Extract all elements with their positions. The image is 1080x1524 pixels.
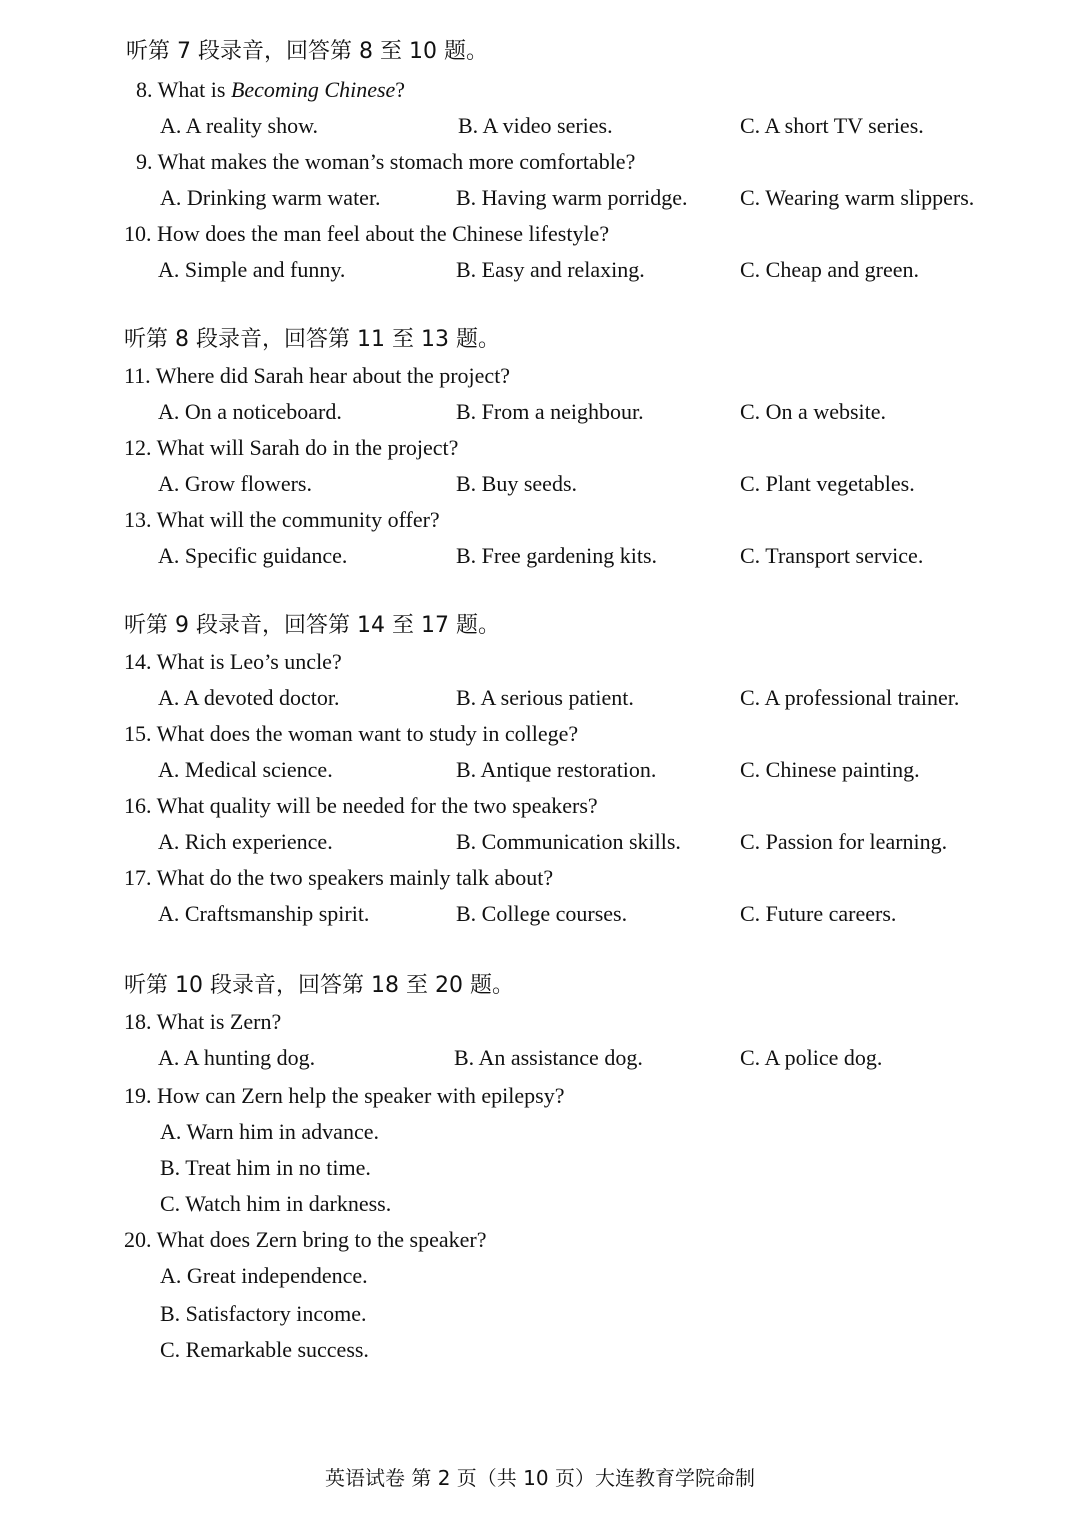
option-c: C. Wearing warm slippers. bbox=[740, 185, 975, 210]
page-footer: 英语试卷 第 2 页（共 10 页）大连教育学院命制 bbox=[325, 1466, 755, 1490]
question-10 bbox=[124, 220, 609, 248]
question-8 bbox=[136, 76, 405, 104]
option-a: A. Simple and funny. bbox=[158, 257, 346, 282]
option-b: B. College courses. bbox=[456, 901, 628, 926]
question-number: 12. bbox=[124, 435, 152, 460]
question-number: 19. bbox=[124, 1083, 152, 1108]
option-b: B. From a neighbour. bbox=[456, 399, 644, 424]
question-number: 14. bbox=[124, 649, 152, 674]
question-number: 17. bbox=[124, 865, 152, 890]
option-a: A. A devoted doctor. bbox=[158, 685, 340, 710]
question-number: 18. bbox=[124, 1009, 152, 1034]
option-b: B. Antique restoration. bbox=[456, 757, 657, 782]
option-c: C. Chinese painting. bbox=[740, 757, 920, 782]
section-header: 听第 10 段录音，回答第 18 至 20 题。 bbox=[124, 973, 514, 998]
option-a: A. Drinking warm water. bbox=[160, 185, 381, 210]
option-b: B. An assistance dog. bbox=[454, 1045, 643, 1070]
option-a: A. A hunting dog. bbox=[158, 1045, 316, 1070]
option-b: B. Easy and relaxing. bbox=[456, 257, 645, 282]
question-text: What do the two speakers mainly talk about? bbox=[156, 865, 554, 890]
option-a: A. Medical science. bbox=[158, 757, 333, 782]
question-text: What does Zern bring to the speaker? bbox=[156, 1227, 487, 1252]
question-9 bbox=[136, 148, 635, 176]
question-text: What will the community offer? bbox=[156, 507, 440, 532]
section-header: 听第 7 段录音，回答第 8 至 10 题。 bbox=[126, 39, 488, 64]
question-number: 9. bbox=[136, 149, 153, 174]
option-a: A. A reality show. bbox=[160, 113, 319, 138]
question-19 bbox=[124, 1082, 564, 1110]
question-text: What will Sarah do in the project? bbox=[156, 435, 459, 460]
option-b: B. Free gardening kits. bbox=[456, 543, 658, 568]
option-b: B. Communication skills. bbox=[456, 829, 681, 854]
option-c: C. Remarkable success. bbox=[160, 1337, 369, 1362]
option-b: B. Treat him in no time. bbox=[160, 1155, 371, 1180]
option-a: A. Rich experience. bbox=[158, 829, 333, 854]
option-a: A. Grow flowers. bbox=[158, 471, 312, 496]
question-number: 16. bbox=[124, 793, 152, 818]
question-15 bbox=[124, 720, 578, 748]
option-c: C. Future careers. bbox=[740, 901, 897, 926]
question-text-end: ? bbox=[395, 77, 406, 102]
question-text: What is bbox=[157, 77, 231, 102]
option-c: C. Plant vegetables. bbox=[740, 471, 915, 496]
question-14 bbox=[124, 648, 342, 676]
question-text: What makes the woman’s stomach more comfortable? bbox=[157, 149, 636, 174]
question-text: What quality will be needed for the two speakers? bbox=[156, 793, 598, 818]
question-number: 8. bbox=[136, 77, 153, 102]
option-a: A. On a noticeboard. bbox=[158, 399, 342, 424]
option-a: A. Great independence. bbox=[160, 1263, 368, 1288]
option-b: B. Satisfactory income. bbox=[160, 1301, 367, 1326]
question-17 bbox=[124, 864, 553, 892]
question-text: How can Zern help the speaker with epilepsy? bbox=[157, 1083, 565, 1108]
section-header: 听第 8 段录音，回答第 11 至 13 题。 bbox=[124, 327, 500, 352]
question-11 bbox=[124, 362, 510, 390]
option-c: C. On a website. bbox=[740, 399, 887, 424]
option-c: C. A police dog. bbox=[740, 1045, 883, 1070]
option-c: C. Watch him in darkness. bbox=[160, 1191, 392, 1216]
question-number: 13. bbox=[124, 507, 152, 532]
option-b: B. A serious patient. bbox=[456, 685, 634, 710]
question-13 bbox=[124, 506, 440, 534]
question-number: 20. bbox=[124, 1227, 152, 1252]
option-c: C. A short TV series. bbox=[740, 113, 924, 138]
question-text: Where did Sarah hear about the project? bbox=[155, 363, 511, 388]
option-a: A. Warn him in advance. bbox=[160, 1119, 379, 1144]
question-20 bbox=[124, 1226, 486, 1254]
option-c: C. A professional trainer. bbox=[740, 685, 960, 710]
option-c: C. Cheap and green. bbox=[740, 257, 919, 282]
question-12 bbox=[124, 434, 458, 462]
option-a: A. Specific guidance. bbox=[158, 543, 348, 568]
question-number: 11. bbox=[124, 363, 151, 388]
question-text: What is Leo’s uncle? bbox=[156, 649, 342, 674]
option-b: B. Buy seeds. bbox=[456, 471, 577, 496]
option-a: A. Craftsmanship spirit. bbox=[158, 901, 370, 926]
question-text-italic: Becoming Chinese bbox=[230, 77, 396, 102]
question-16 bbox=[124, 792, 598, 820]
section-header: 听第 9 段录音，回答第 14 至 17 题。 bbox=[124, 613, 500, 638]
question-18 bbox=[124, 1008, 281, 1036]
option-b: B. A video series. bbox=[458, 113, 613, 138]
option-b: B. Having warm porridge. bbox=[456, 185, 688, 210]
question-number: 15. bbox=[124, 721, 152, 746]
option-c: C. Passion for learning. bbox=[740, 829, 948, 854]
question-text: What does the woman want to study in college? bbox=[156, 721, 579, 746]
question-text: How does the man feel about the Chinese lifestyle? bbox=[157, 221, 610, 246]
question-number: 10. bbox=[124, 221, 152, 246]
option-c: C. Transport service. bbox=[740, 543, 924, 568]
question-text: What is Zern? bbox=[156, 1009, 282, 1034]
